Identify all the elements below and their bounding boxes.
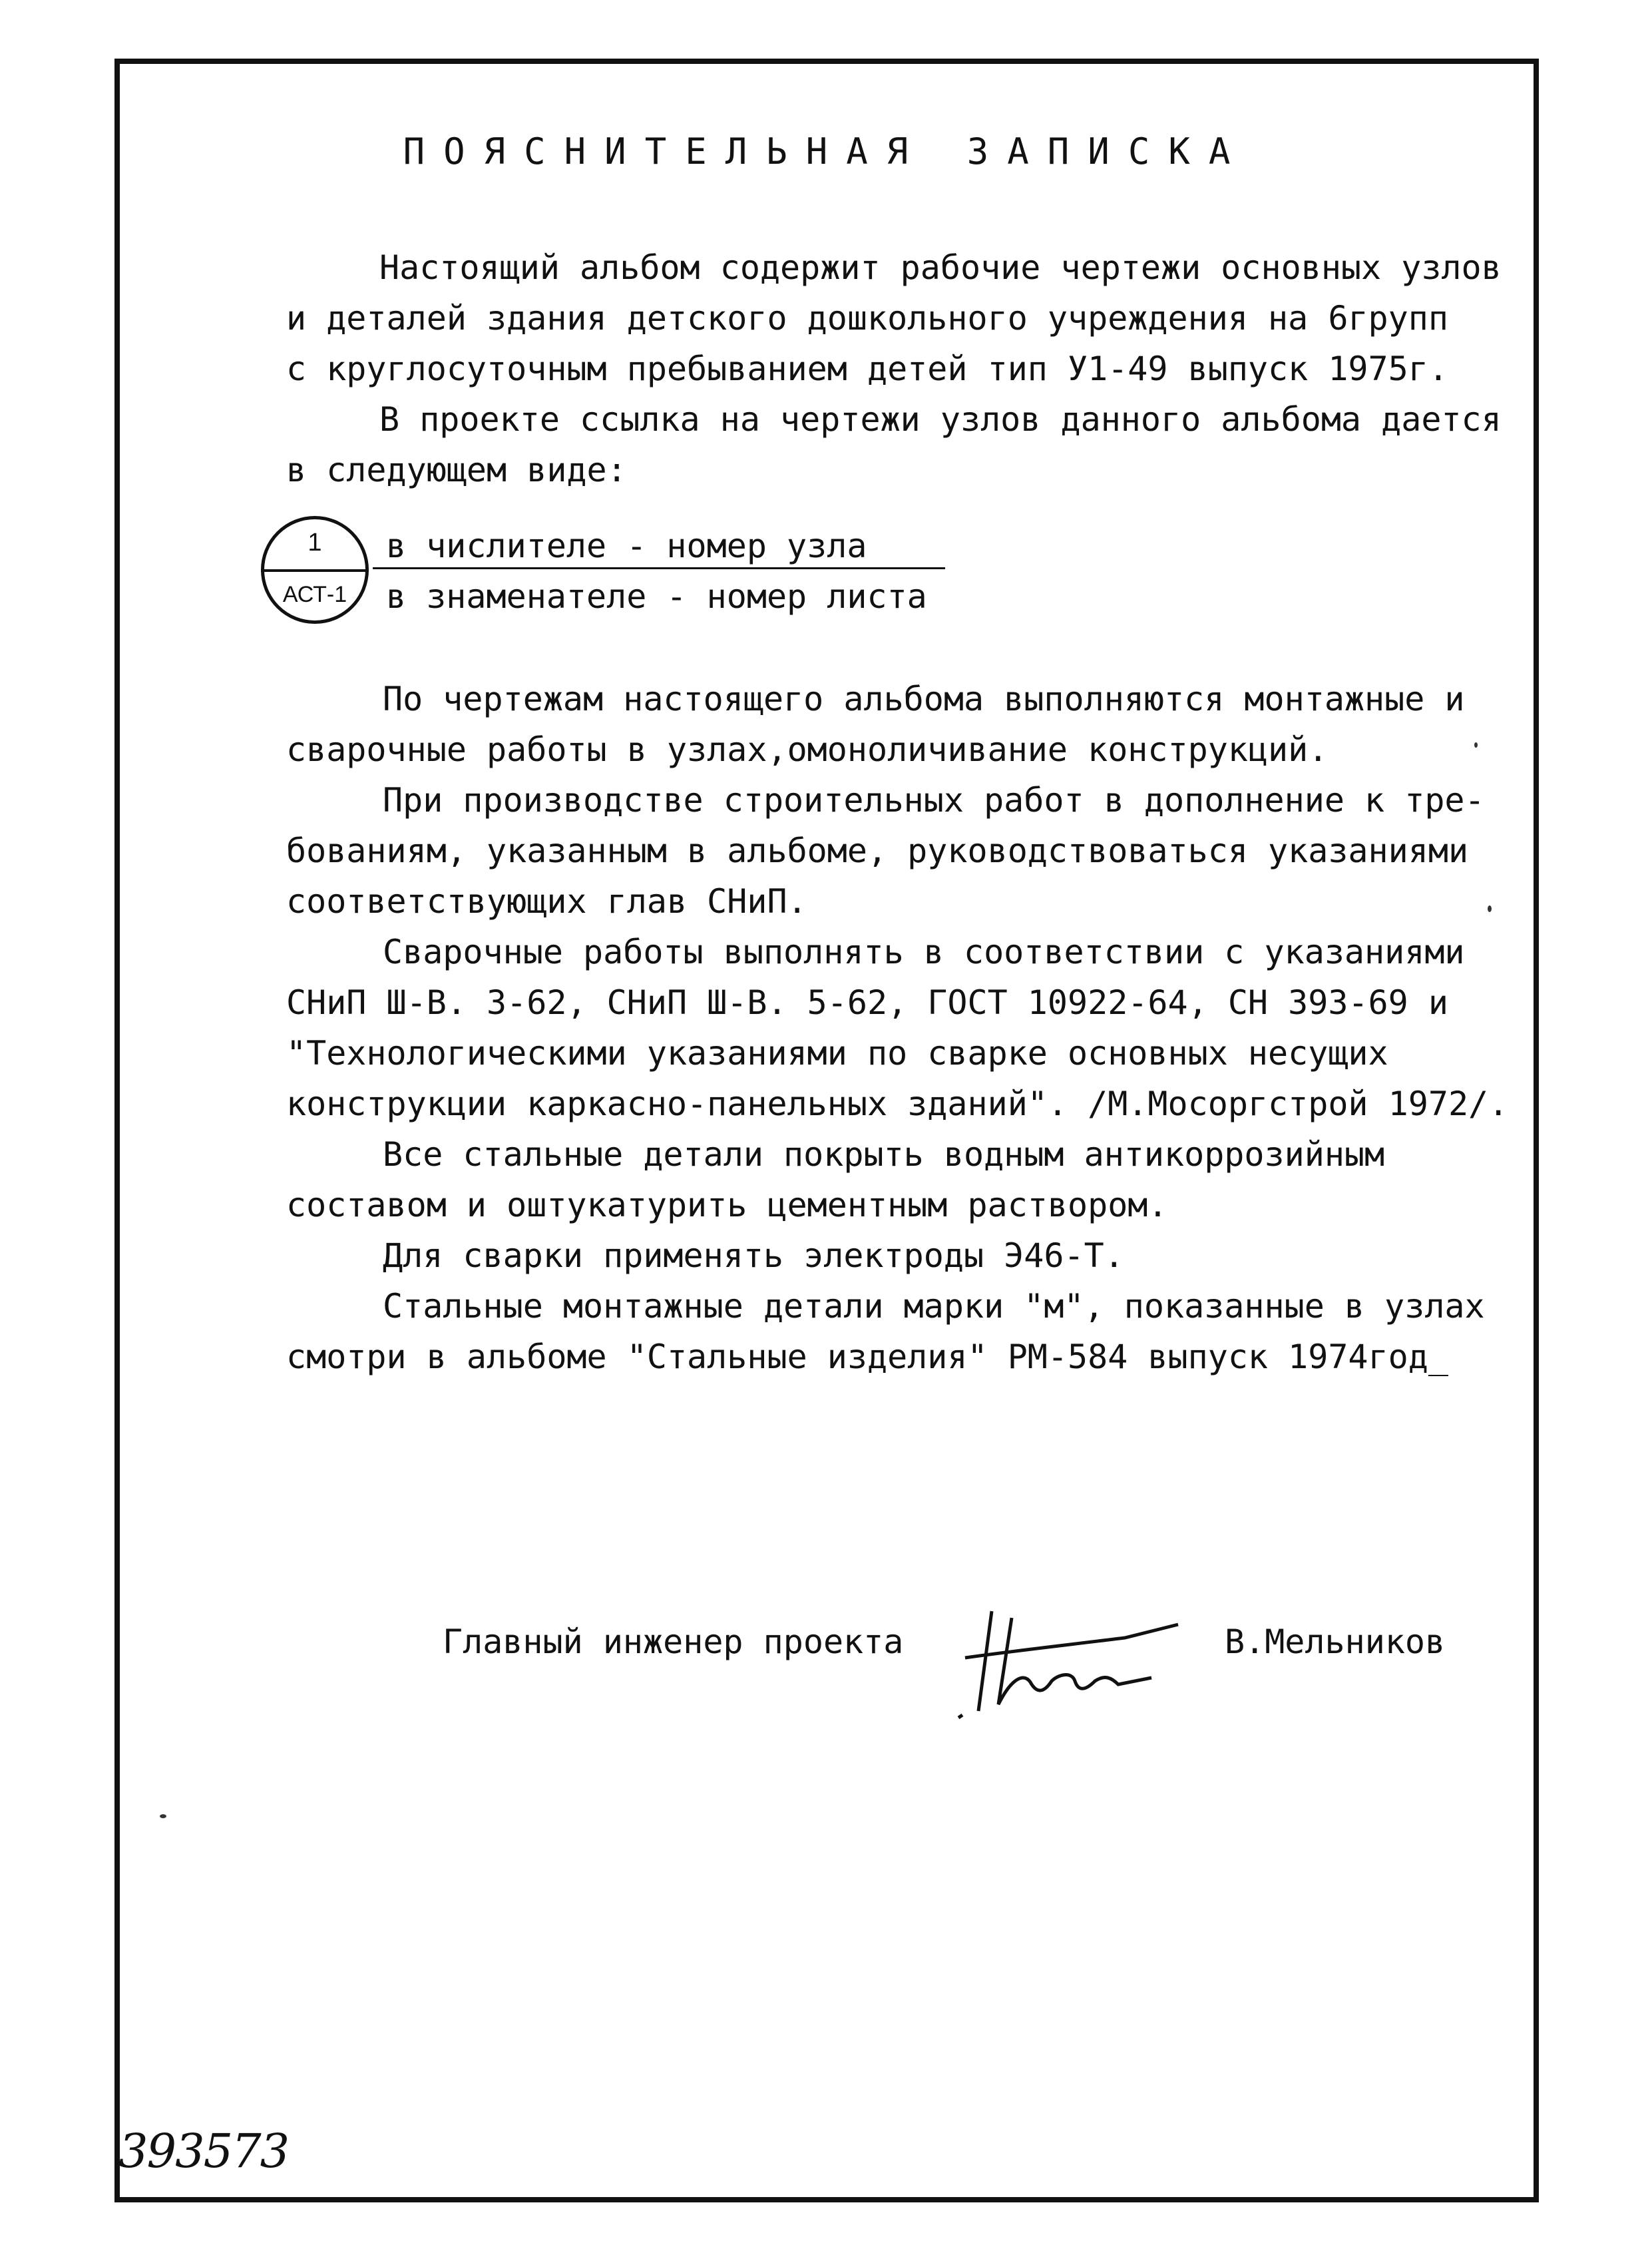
text-line: в следующем виде:	[286, 451, 627, 489]
text-line: и деталей здания детского дошкольного учреждения на 6групп	[286, 299, 1448, 338]
text-line: конструкции каркасно-панельных зданий". /М.Мосоргстрой 1972/.	[286, 1085, 1509, 1123]
text-line: соответствующих глав СНиП.	[286, 882, 807, 921]
text-line: составом и оштукатурить цементным раствором.	[286, 1186, 1168, 1224]
handwritten-signature	[952, 1598, 1205, 1724]
scan-speck	[1474, 742, 1478, 748]
text-line: сварочные работы в узлах,омоноличивание конструкций.	[286, 730, 1329, 769]
text-line: По чертежам настоящего альбома выполняются монтажные и	[383, 680, 1465, 718]
scan-speck	[160, 1814, 166, 1818]
text-line: Для сварки применять электроды Э46-Т.	[383, 1236, 1124, 1275]
circle-denominator: АСТ-1	[282, 582, 347, 607]
text-line: При производстве строительных работ в дополнение к тре-	[383, 781, 1485, 820]
text-line: Настоящий альбом содержит рабочие чертежи основных узлов	[379, 248, 1502, 287]
text-line: СНиП Ш-В. 3-62, СНиП Ш-В. 5-62, ГОСТ 10922-64, СН 393-69 и	[286, 983, 1448, 1022]
text-line: Все стальные детали покрыть водным антикоррозийным	[383, 1135, 1385, 1174]
numerator-explanation: в числителе - номер узла	[386, 527, 867, 565]
text-line: Сварочные работы выполнять в соответствии с указаниями	[383, 933, 1465, 971]
text-line: Стальные монтажные детали марки "м", показанные в узлах	[383, 1287, 1485, 1326]
circle-numerator: 1	[308, 529, 322, 557]
denominator-explanation: в знаменателе - номер листа	[386, 577, 927, 616]
text-line: бованиям, указанным в альбоме, руководствоваться указаниями	[286, 832, 1469, 870]
text-line: с круглосуточным пребыванием детей тип У1-49 выпуск 1975г.	[286, 350, 1448, 388]
text-line: В проекте ссылка на чертежи узлов данного альбома дается	[379, 400, 1502, 439]
inventory-number: 393573	[118, 2124, 289, 2178]
signatory-position: Главный инженер проекта	[443, 1622, 904, 1661]
text-line: "Технологическими указаниями по сварке основных несущих	[286, 1034, 1388, 1073]
document-title: ПОЯСНИТЕЛЬНАЯ ЗАПИСКА	[403, 130, 1249, 172]
signatory-name: В.Мельников	[1225, 1622, 1446, 1661]
circle-divider	[261, 569, 369, 572]
fraction-line	[373, 567, 945, 569]
scan-speck	[1488, 905, 1492, 912]
text-line: смотри в альбоме "Стальные изделия" РМ-584 выпуск 1974год_	[286, 1338, 1448, 1376]
